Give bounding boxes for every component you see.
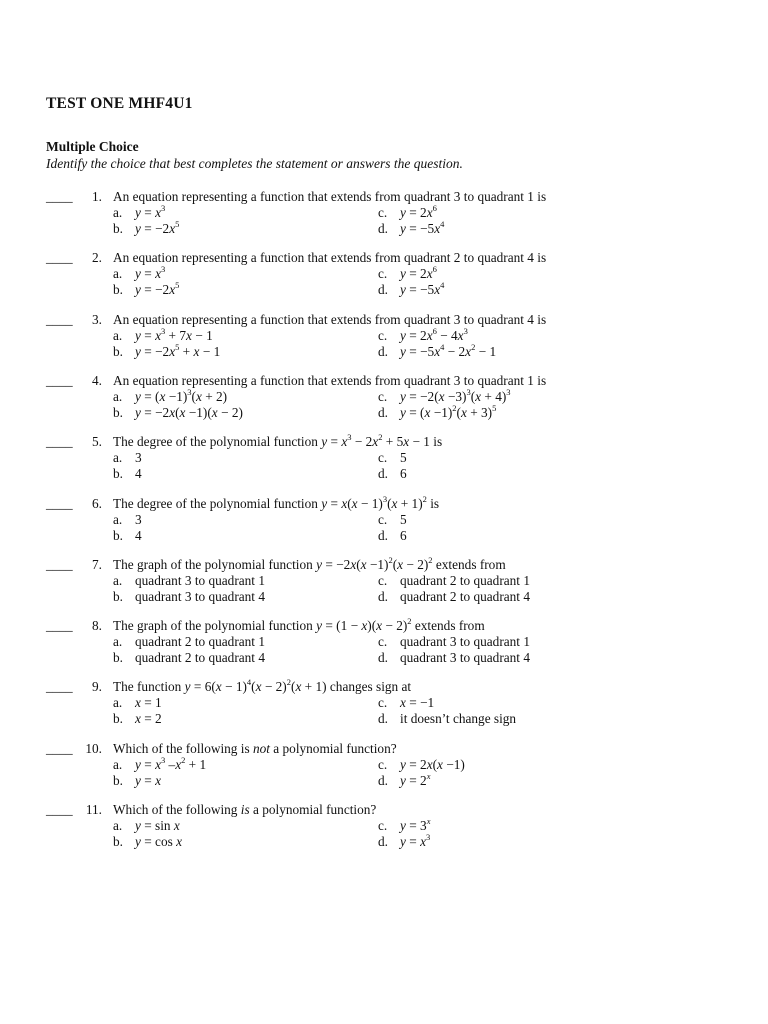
question-stem: The function $y = 6(x - 1)^4(x - 2)^2(x + 1)$ changes sign at — [113, 677, 412, 694]
choice-a: a. 3 — [113, 450, 142, 465]
question-number: 3. — [92, 312, 102, 327]
question-stem: The graph of the polynomial function $y = -2x(x -1)^2(x - 2)^2$ extends from — [113, 555, 506, 572]
choice-b: b. quadrant 2 to quadrant 4 — [113, 650, 265, 665]
answer-blank[interactable]: ____ — [46, 557, 73, 572]
answer-blank[interactable]: ____ — [46, 618, 73, 633]
question-number: 1. — [92, 189, 102, 204]
choice-d: d. 6 — [378, 466, 407, 481]
instructions: Identify the choice that best completes the statement or answers the question. — [46, 156, 463, 171]
answer-blank[interactable]: ____ — [46, 434, 73, 449]
question-item — [0, 679, 768, 739]
question-item — [0, 189, 768, 249]
choice-d: d. quadrant 2 to quadrant 4 — [378, 589, 530, 604]
question-stem: An equation representing a function that extends from quadrant 2 to quadrant 4 is — [113, 250, 547, 265]
choice-c: c. 5 — [378, 512, 407, 527]
question-item — [0, 557, 768, 617]
question-stem: An equation representing a function that extends from quadrant 3 to quadrant 4 is — [113, 312, 547, 327]
question-item — [0, 373, 768, 433]
choice-d: d. it doesn’t change sign — [378, 711, 517, 726]
choice-c: c. $y = 2x^6$ — [378, 264, 437, 281]
question-stem: The graph of the polynomial function $y = (1 - x)(x - 2)^2$ extends from — [113, 616, 485, 633]
choice-a: a. $y = x^3$ $-x^2 + 1$ — [113, 755, 207, 772]
section-heading: Multiple Choice — [46, 139, 139, 154]
question-stem: Which of the following is not a polynomial function? — [113, 741, 397, 756]
question-item — [0, 741, 768, 801]
answer-blank[interactable]: ____ — [46, 802, 73, 817]
answer-blank[interactable]: ____ — [46, 189, 73, 204]
choice-c: c. y = 2x(x −1) — [378, 757, 465, 772]
answer-blank[interactable]: ____ — [46, 373, 73, 388]
question-item — [0, 312, 768, 372]
choice-a: a. $y = x^3$ — [113, 264, 166, 281]
question-number: 8. — [92, 618, 102, 633]
choice-c: c. $y = 2x^6 - 4x^3$ — [378, 326, 468, 343]
question-number: 11. — [85, 802, 102, 817]
question-number: 9. — [92, 679, 102, 694]
choice-b: b. $y = -2x^5$ — [113, 280, 180, 297]
question-item — [0, 618, 768, 678]
question-item — [0, 250, 768, 310]
choice-d: d. quadrant 3 to quadrant 4 — [378, 650, 530, 665]
choice-c: c. quadrant 2 to quadrant 1 — [378, 573, 530, 588]
choice-a: a. quadrant 3 to quadrant 1 — [113, 573, 265, 588]
choice-b: b. quadrant 3 to quadrant 4 — [113, 589, 265, 604]
choice-a: a. $y = (x -1)^3(x + 2)$ — [113, 387, 228, 404]
choice-b: b. y = −2x(x −1)(x − 2) — [113, 405, 243, 420]
choice-b: b. y = x — [113, 773, 161, 788]
choice-a: a. 3 — [113, 512, 142, 527]
choice-c: c. quadrant 3 to quadrant 1 — [378, 634, 530, 649]
choice-b: b. $y = -2x^5 + x - 1$ — [113, 342, 221, 359]
answer-blank[interactable]: ____ — [46, 312, 73, 327]
choice-c: c. x = −1 — [378, 695, 435, 710]
question-number: 10. — [85, 741, 102, 756]
choice-a: a. $y = x^3 + 7x - 1$ — [113, 326, 213, 343]
answer-blank[interactable]: ____ — [46, 250, 73, 265]
question-stem: An equation representing a function that extends from quadrant 3 to quadrant 1 is — [113, 189, 547, 204]
question-item — [0, 496, 768, 556]
question-number: 2. — [92, 250, 102, 265]
choice-a: a. quadrant 2 to quadrant 1 — [113, 634, 265, 649]
question-stem: Which of the following is a polynomial function? — [113, 802, 377, 817]
choice-a: a. $y = x^3$ — [113, 203, 166, 220]
choice-b: b. 4 — [113, 528, 142, 543]
test-title: TEST ONE MHF4U1 — [46, 95, 193, 112]
choice-b: b. y = cos x — [113, 834, 183, 849]
choice-d: d. 6 — [378, 528, 407, 543]
choice-d: d. $y = (x -1)^2(x + 3)^5$ — [378, 403, 497, 420]
question-item — [0, 434, 768, 494]
choice-d: d. $y = x^3$ — [378, 832, 431, 849]
question-number: 6. — [92, 496, 102, 511]
question-stem: An equation representing a function that extends from quadrant 3 to quadrant 1 is — [113, 373, 547, 388]
answer-blank[interactable]: ____ — [46, 741, 73, 756]
choice-c: c. $y = 2x^6$ — [378, 203, 437, 220]
answer-blank[interactable]: ____ — [46, 496, 73, 511]
answer-blank[interactable]: ____ — [46, 679, 73, 694]
choice-c: c. $y = 3^x$ — [378, 816, 431, 833]
choice-a: a. y = sin x — [113, 818, 180, 833]
question-number: 4. — [92, 373, 102, 388]
question-number: 5. — [92, 434, 102, 449]
question-stem: The degree of the polynomial function $y = x^3 - 2x^2 + 5x - 1$ is — [113, 432, 443, 449]
question-stem: The degree of the polynomial function $y = x(x - 1)^3(x + 1)^2$ is — [113, 494, 440, 511]
choice-a: a. x = 1 — [113, 695, 162, 710]
question-item — [0, 802, 768, 862]
choice-d: d. $y = -5x^4$ — [378, 219, 445, 236]
choice-b: b. x = 2 — [113, 711, 162, 726]
choice-d: d. $y = -5x^4 - 2x^2 - 1$ — [378, 342, 497, 359]
choice-d: d. $y = -5x^4$ — [378, 280, 445, 297]
choice-b: b. 4 — [113, 466, 142, 481]
choice-b: b. $y = -2x^5$ — [113, 219, 180, 236]
choice-c: c. $y = -2(x -3)^3(x + 4)^3$ — [378, 387, 511, 404]
choice-c: c. 5 — [378, 450, 407, 465]
choice-d: d. $y = 2^x$ — [378, 771, 431, 788]
question-number: 7. — [92, 557, 102, 572]
